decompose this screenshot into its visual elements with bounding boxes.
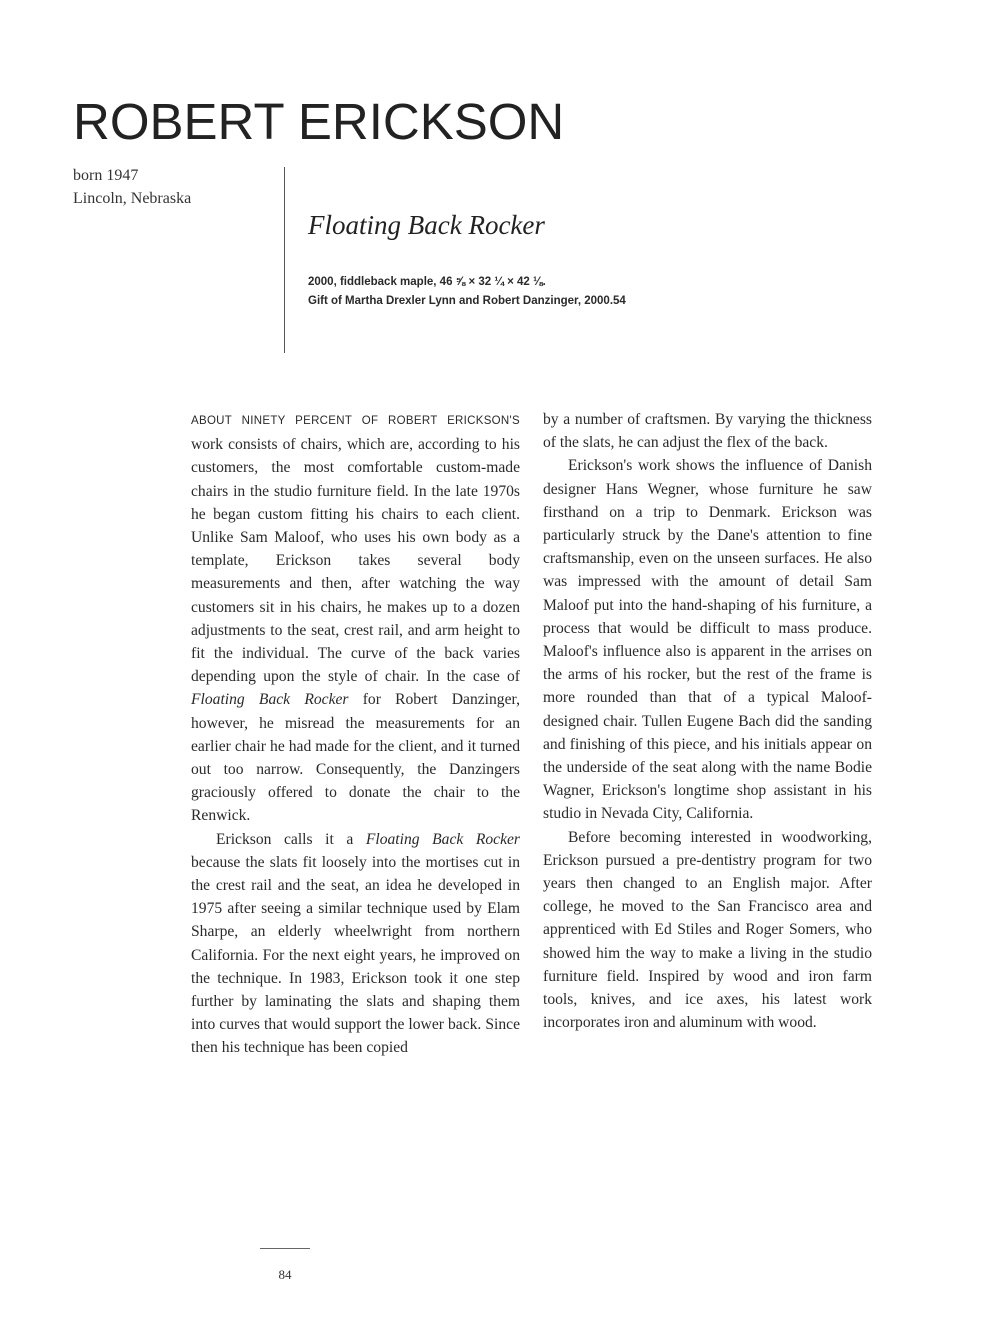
lead-in: ABOUT NINETY PERCENT OF ROBERT ERICKSON'S — [191, 415, 520, 427]
essay-paragraph: Erickson's work shows the influence of Danish designer Hans Wegner, whose furniture he saw firsthand on a trip to Denmark. Erickson was particularly struck by the Dane's attention to fine craftsmanship, even on the unseen surfaces. He also was impressed with the amount of detail Sam Maloof put into the hand-shaping of his furniture, a process that would be difficult to mass produce. Maloof's influence also is apparent in the arrises on the arms of his rocker, but the rest of the frame is more rounded than that of a typical Maloof-designed chair. Tullen Eugene Bach did the sanding and finishing of this piece, and his initials appear on the underside of the seat along with the name Bodie Wagner, Erickson's longtime shop assistant in his studio in Nevada City, California. — [543, 457, 872, 823]
artwork-credit — [308, 273, 626, 311]
footer-rule — [260, 1248, 310, 1249]
artist-bio — [73, 164, 191, 210]
essay-right-column — [543, 408, 872, 1034]
essay-left-column — [191, 408, 520, 1060]
birthplace: Lincoln, Nebraska — [73, 190, 192, 207]
artwork-title-inline: Floating Back Rocker — [365, 830, 520, 848]
gift-line: Gift of Martha Drexler Lynn and Robert Danzinger, 2000.54 — [308, 295, 626, 307]
essay-paragraph-continued: by a number of craftsmen. By varying the thickness of the slats, he can adjust the flex of the back. — [543, 411, 872, 452]
page-number: 84 — [278, 1267, 292, 1282]
essay-paragraph: Erickson calls it a Floating Back Rocker because the slats fit loosely into the mortises cut in the crest rail and the seat, an idea he developed in 1975 after seeing a similar technique used by Elam Sharpe, an elderly wheelwright from northern California. For the next eight years, he improved on the technique. In 1983, Erickson took it one step further by laminating the slats and shaping them into curves that would support the lower back. Since then his technique has been copied — [191, 830, 520, 1057]
artwork-details: 2000, fiddleback maple, 46 ⅝ × 32 ¼ × 42 ⅛. — [308, 276, 546, 288]
vertical-divider — [284, 167, 285, 353]
birth-year: born 1947 — [73, 167, 139, 184]
artist-name: ROBERT ERICKSON — [73, 93, 565, 150]
essay-paragraph: ABOUT NINETY PERCENT OF ROBERT ERICKSON'S work consists of chairs, which are, according to his customers, the most comfortable custom-made chairs in the studio furniture field. In the late 1970s he began custom fitting his chairs to each client. Unlike Sam Maloof, who uses his own body as a template, Erickson takes several body measurements and then, after watching the way customers sit in his chairs, he makes up to a dozen adjustments to the seat, crest rail, and arm height to fit the individual. The curve of the back varies depending upon the style of chair. In the case of Floating Back Rocker for Robert Danzinger, however, he misread the measurements for an earlier chair he had made for the client, and it turned out too narrow. Consequently, the Danzingers graciously offered to donate the chair to the Renwick. — [191, 415, 520, 825]
artwork-title-inline: Floating Back Rocker — [191, 691, 349, 709]
essay-paragraph: Before becoming interested in woodworking, Erickson pursued a pre-dentistry program for two years then changed to an English major. After college, he moved to the San Francisco area and apprenticed with Ed Stiles and Roger Somers, who showed him the way to make a living in the studio furniture field. Inspired by wood and iron farm tools, knives, and ice axes, his latest work incorporates iron and aluminum with wood. — [543, 828, 872, 1032]
artwork-title: Floating Back Rocker — [308, 210, 545, 240]
